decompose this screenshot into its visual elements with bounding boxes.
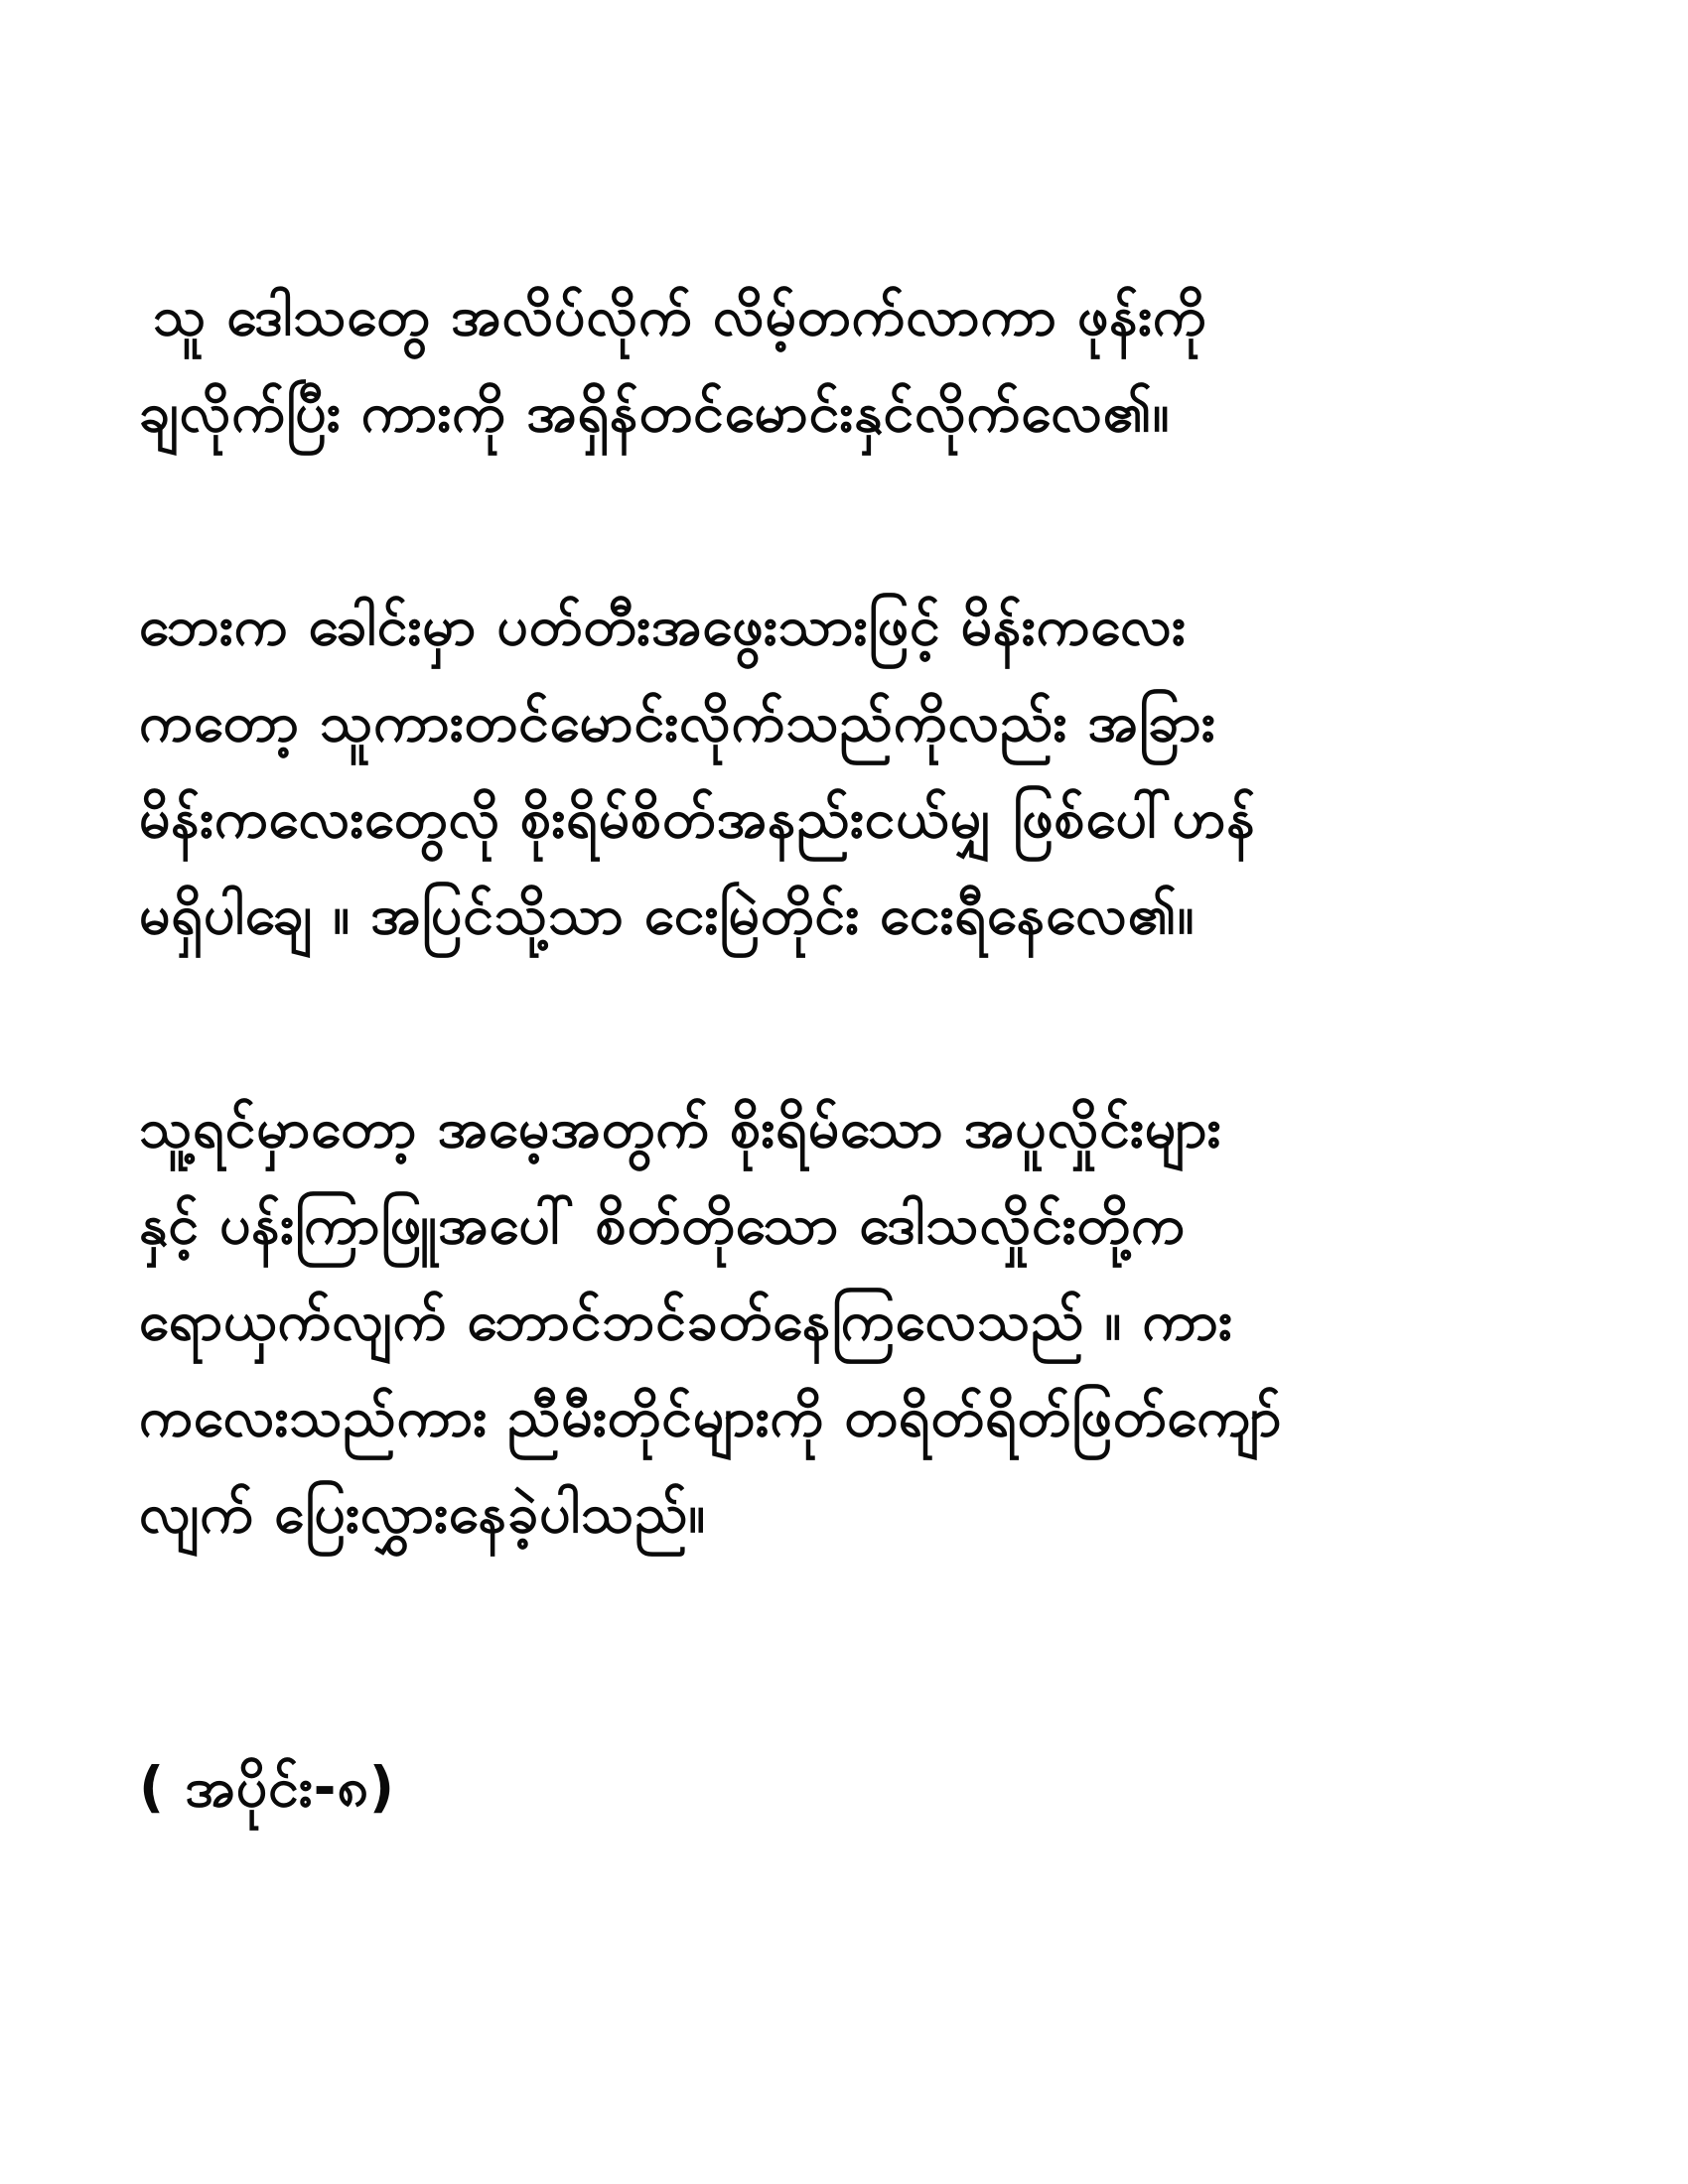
text-line: ရောယှက်လျက် ဘောင်ဘင်ခတ်နေကြလေသည် ။ ကား (139, 1289, 1233, 1352)
text-line: ကလေးသည်ကား ညီမီးတိုင်များကို တရိတ်ရိတ်ဖြတ်ကျော် (139, 1385, 1283, 1448)
text-line: ချလိုက်ပြီး ကားကို အရှိန်တင်မောင်းနှင်လိုက်လေ၏။ (139, 380, 1171, 444)
text-line: မရှိပါချေ ။ အပြင်သို့သာ ငေးမြဲတိုင်း ငေးရီနေလေ၏။ (139, 883, 1196, 946)
part-number-footer: ( အပိုင်း-၈) (139, 1755, 395, 1819)
paragraph-3 (139, 1080, 1569, 1562)
text-line: ဘေးက ခေါင်းမှာ ပတ်တီးအဖွေးသားဖြင့် မိန်းကလေး (139, 594, 1187, 657)
text-line: သူ ဒေါသတွေ အလိပ်လိုက် လိမ့်တက်လာကာ ဖုန်းကို (153, 284, 1207, 347)
paragraph-1 (139, 268, 1569, 461)
paragraph-2 (139, 578, 1569, 963)
text-line: လျက် ပြေးလွှားနေခဲ့ပါသည်။ (139, 1481, 707, 1545)
text-line: နှင့် ပန်းကြာဖြူအပေါ် စိတ်တိုသော ဒေါသလှိုင်းတို့က (139, 1192, 1186, 1256)
text-line: ကတော့ သူကားတင်မောင်းလိုက်သည်ကိုလည်း အခြား (139, 690, 1216, 753)
body-text (139, 268, 1569, 1679)
text-line: သူ့ရင်မှာတော့ အမေ့အတွက် စိုးရိမ်သော အပူလှိုင်းများ (139, 1096, 1222, 1160)
text-line: မိန်းကလေးတွေလို စိုးရိမ်စိတ်အနည်းငယ်မျှ ဖြစ်ပေါ်ဟန် (139, 786, 1256, 850)
